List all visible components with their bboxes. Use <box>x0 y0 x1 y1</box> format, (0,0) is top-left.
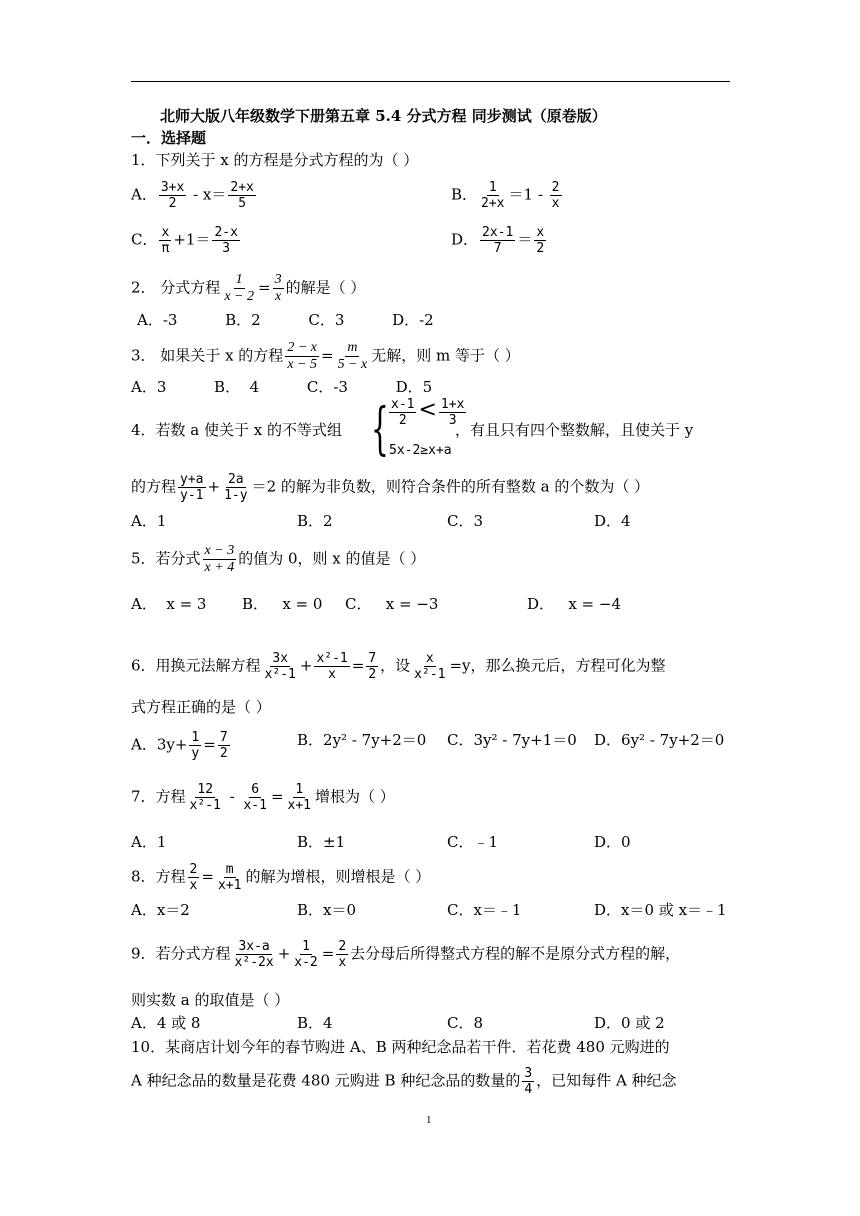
q6-option-c[interactable]: C．3y² - 7y+1＝0 <box>447 731 577 749</box>
q8-option-d[interactable]: D．x＝0 或 x＝﹣1 <box>594 901 727 919</box>
q5-option-d[interactable]: D． x = −4 <box>527 595 622 613</box>
q9-option-d[interactable]: D．0 或 2 <box>594 1014 665 1032</box>
q6-stem-line2: 式方程正确的是（ ） <box>131 698 271 716</box>
q7-option-a[interactable]: A．1 <box>131 833 167 851</box>
q4-inequality-row1: $\frac{x-1}{2}$ < $\frac{1+x}{3}$ <box>391 397 465 428</box>
q7-option-c[interactable]: C．﹣1 <box>447 833 499 851</box>
header-rule <box>131 81 730 82</box>
q8-option-b[interactable]: B．x＝0 <box>297 901 357 919</box>
q4-option-a[interactable]: A．1 <box>131 512 167 530</box>
q9-option-a[interactable]: A．4 或 8 <box>131 1014 201 1032</box>
q3-options[interactable]: A．3 B． 4 C．-3 D．5 <box>131 378 433 396</box>
q5-option-c[interactable]: C． x = −3 <box>345 595 439 613</box>
q6-option-b[interactable]: B．2y² - 7y+2＝0 <box>297 731 427 749</box>
q3-stem: 3． 如果关于 x 的方程 $\frac{2 - x}{x - 5}$ = $\frac{m}{5 - x}$ 无解，则 m 等于（ ） <box>131 340 520 372</box>
q4-option-d[interactable]: D．4 <box>594 512 631 530</box>
q5-option-a[interactable]: A． x = 3 <box>131 595 207 613</box>
q4-inequality-row2: 5x-2≥x+a <box>389 443 452 458</box>
q4-option-c[interactable]: C．3 <box>447 512 484 530</box>
section-heading: 一．选择题 <box>131 129 207 147</box>
q5-option-b[interactable]: B． x = 0 <box>242 595 323 613</box>
document-title: 北师大版八年级数学下册第五章 5.4 分式方程 同步测试（原卷版） <box>160 107 607 125</box>
q1-option-a[interactable]: A． $\frac{3+x}{2}$ - x＝ $\frac{2+x}{5}$ <box>131 180 254 211</box>
q5-stem: 5．若分式 $\frac{x - 3}{x + 4}$ 的值为 0，则 x 的值是（ ） <box>131 543 426 575</box>
q9-option-b[interactable]: B．4 <box>297 1014 333 1032</box>
q1-option-d[interactable]: D． $\frac{2x-1}{7}$ ＝ $\frac{x}{2}$ <box>451 225 545 256</box>
q1-option-c[interactable]: C． $\frac{x}{\pi}$ +1＝ $\frac{2-x}{3}$ <box>131 225 238 256</box>
q4-option-b[interactable]: B．2 <box>297 512 333 530</box>
q7-option-d[interactable]: D．0 <box>594 833 631 851</box>
q9-stem: 9．若分式方程 $\frac{3x-a}{\text{x²-2x}}$ + $\frac{1}{x-2}$ = $\frac{2}{x}$ 去分母后所得整式方程的解不是原分式方程的解， <box>131 939 681 970</box>
brace-icon: { <box>371 397 389 462</box>
q10-stem-line2: A 种纪念品的数量是花费 480 元购进 B 种纪念品的数量的 $\frac{3}{4}$ ，已知每件 A 种纪念 <box>131 1066 677 1097</box>
q4-stem-post: ，有且只有四个整数解，且使关于 y <box>455 421 694 439</box>
q1-stem: 1．下列关于 x 的方程是分式方程的为（ ） <box>131 151 419 169</box>
q6-stem: 6．用换元法解方程 $\frac{3x}{\text{x²-1}}$ + $\frac{\text{x²-1}}{x}$ = $\frac{7}{2}$ ，设 $\frac{x}{\text{x²-1}}$ =y，那么换元后，方程可化为整 <box>131 651 666 682</box>
q6-option-d[interactable]: D．6y² - 7y+2＝0 <box>594 731 725 749</box>
q2-stem: 2． 分式方程 $\frac{1}{x - 2}$ = $\frac{3}{x}$ 的解是（ ） <box>131 272 366 304</box>
q8-stem: 8．方程 $\frac{2}{x}$ = $\frac{m}{x+1}$ 的解为增根，则增根是（ ） <box>131 862 431 893</box>
q9-stem-line2: 则实数 a 的取值是（ ） <box>131 991 290 1009</box>
q9-option-c[interactable]: C．8 <box>447 1014 484 1032</box>
q7-option-b[interactable]: B．±1 <box>297 833 346 851</box>
q4-stem-pre: 4．若数 a 使关于 x 的不等式组 <box>131 421 343 439</box>
q8-option-c[interactable]: C．x＝﹣1 <box>447 901 522 919</box>
q6-option-a[interactable]: A．3y+ $\frac{1}{y}$ = $\frac{7}{2}$ <box>131 730 228 761</box>
q2-options[interactable]: A．-3 B．2 C．3 D．-2 <box>137 311 434 329</box>
q7-stem: 7．方程 $\frac{12}{\text{x²-1}}$ - $\frac{6}{x-1}$ = $\frac{1}{x+1}$ 增根为（ ） <box>131 782 395 813</box>
q8-option-a[interactable]: A．x＝2 <box>131 901 190 919</box>
q10-stem-line1: 10．某商店计划今年的春节购进 A、B 两种纪念品若干件．若花费 480 元购进的 <box>131 1038 670 1056</box>
q1-option-b[interactable]: B． $\frac{1}{2+x}$ ＝1 - $\frac{2}{x}$ <box>451 180 560 211</box>
q4-stem-line2: 的方程 $\frac{y+a}{y-1}$ + $\frac{2a}{1-y}$ ＝2 的解为非负数，则符合条件的所有整数 a 的个数为（ ） <box>131 472 650 503</box>
page-number: 1 <box>426 1114 432 1126</box>
